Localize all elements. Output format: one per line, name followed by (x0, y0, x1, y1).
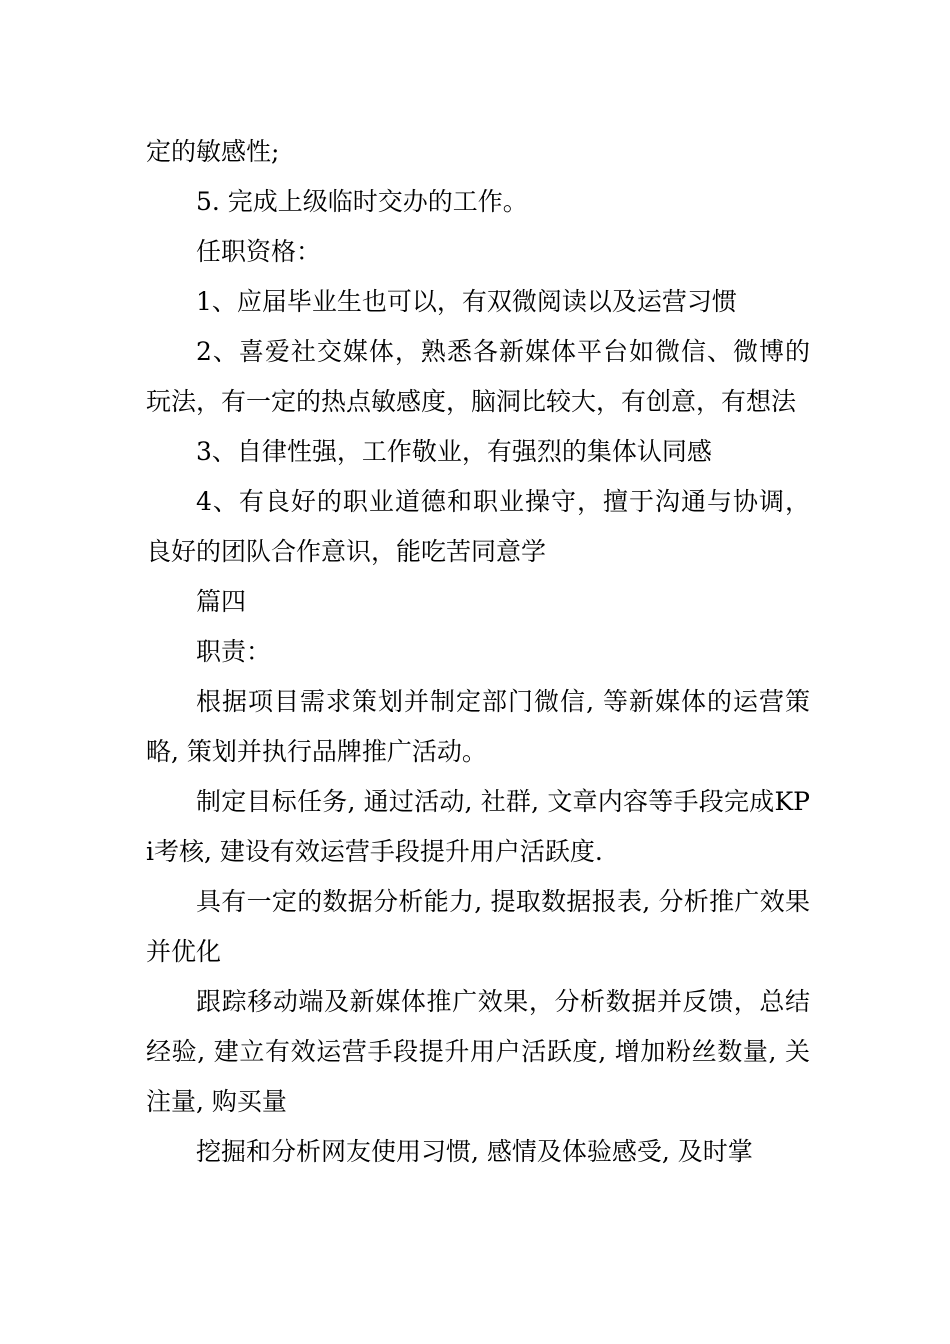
paragraph-responsibility-2: 制定目标任务, 通过活动, 社群, 文章内容等手段完成KPi考核, 建设有效运营手段提升用户活跃度. (146, 787, 810, 866)
heading-section-four: 篇四 (196, 587, 247, 616)
paragraph-responsibility-5: 挖掘和分析网友使用习惯, 感情及体验感受, 及时掌 (196, 1137, 753, 1166)
paragraph-responsibility-1: 根据项目需求策划并制定部门微信, 等新媒体的运营策略, 策划并执行品牌推广活动。 (146, 687, 810, 766)
heading-qualifications: 任职资格： (196, 237, 322, 266)
paragraph-responsibility-4: 跟踪移动端及新媒体推广效果，分析数据并反馈，总结经验, 建立有效运营手段提升用户活跃度, 增加粉丝数量, 关注量, 购买量 (146, 987, 810, 1116)
paragraph-responsibility-3: 具有一定的数据分析能力, 提取数据报表, 分析推广效果并优化 (146, 887, 810, 966)
paragraph-duty-5: 5. 完成上级临时交办的工作。 (196, 187, 528, 216)
paragraph-qualification-1: 1、应届毕业生也可以，有双微阅读以及运营习惯 (196, 287, 737, 316)
paragraph-qualification-2: 2、喜爱社交媒体，熟悉各新媒体平台如微信、微博的玩法，有一定的热点敏感度，脑洞比较大，有创意，有想法 (146, 337, 810, 416)
paragraph-continuation: 定的敏感性; (146, 137, 280, 166)
document-body (146, 127, 810, 1177)
paragraph-qualification-3: 3、自律性强，工作敬业，有强烈的集体认同感 (196, 437, 712, 466)
heading-responsibilities: 职责： (196, 637, 272, 666)
paragraph-qualification-4: 4、有良好的职业道德和职业操守，擅于沟通与协调，良好的团队合作意识，能吃苦同意学 (146, 487, 810, 566)
